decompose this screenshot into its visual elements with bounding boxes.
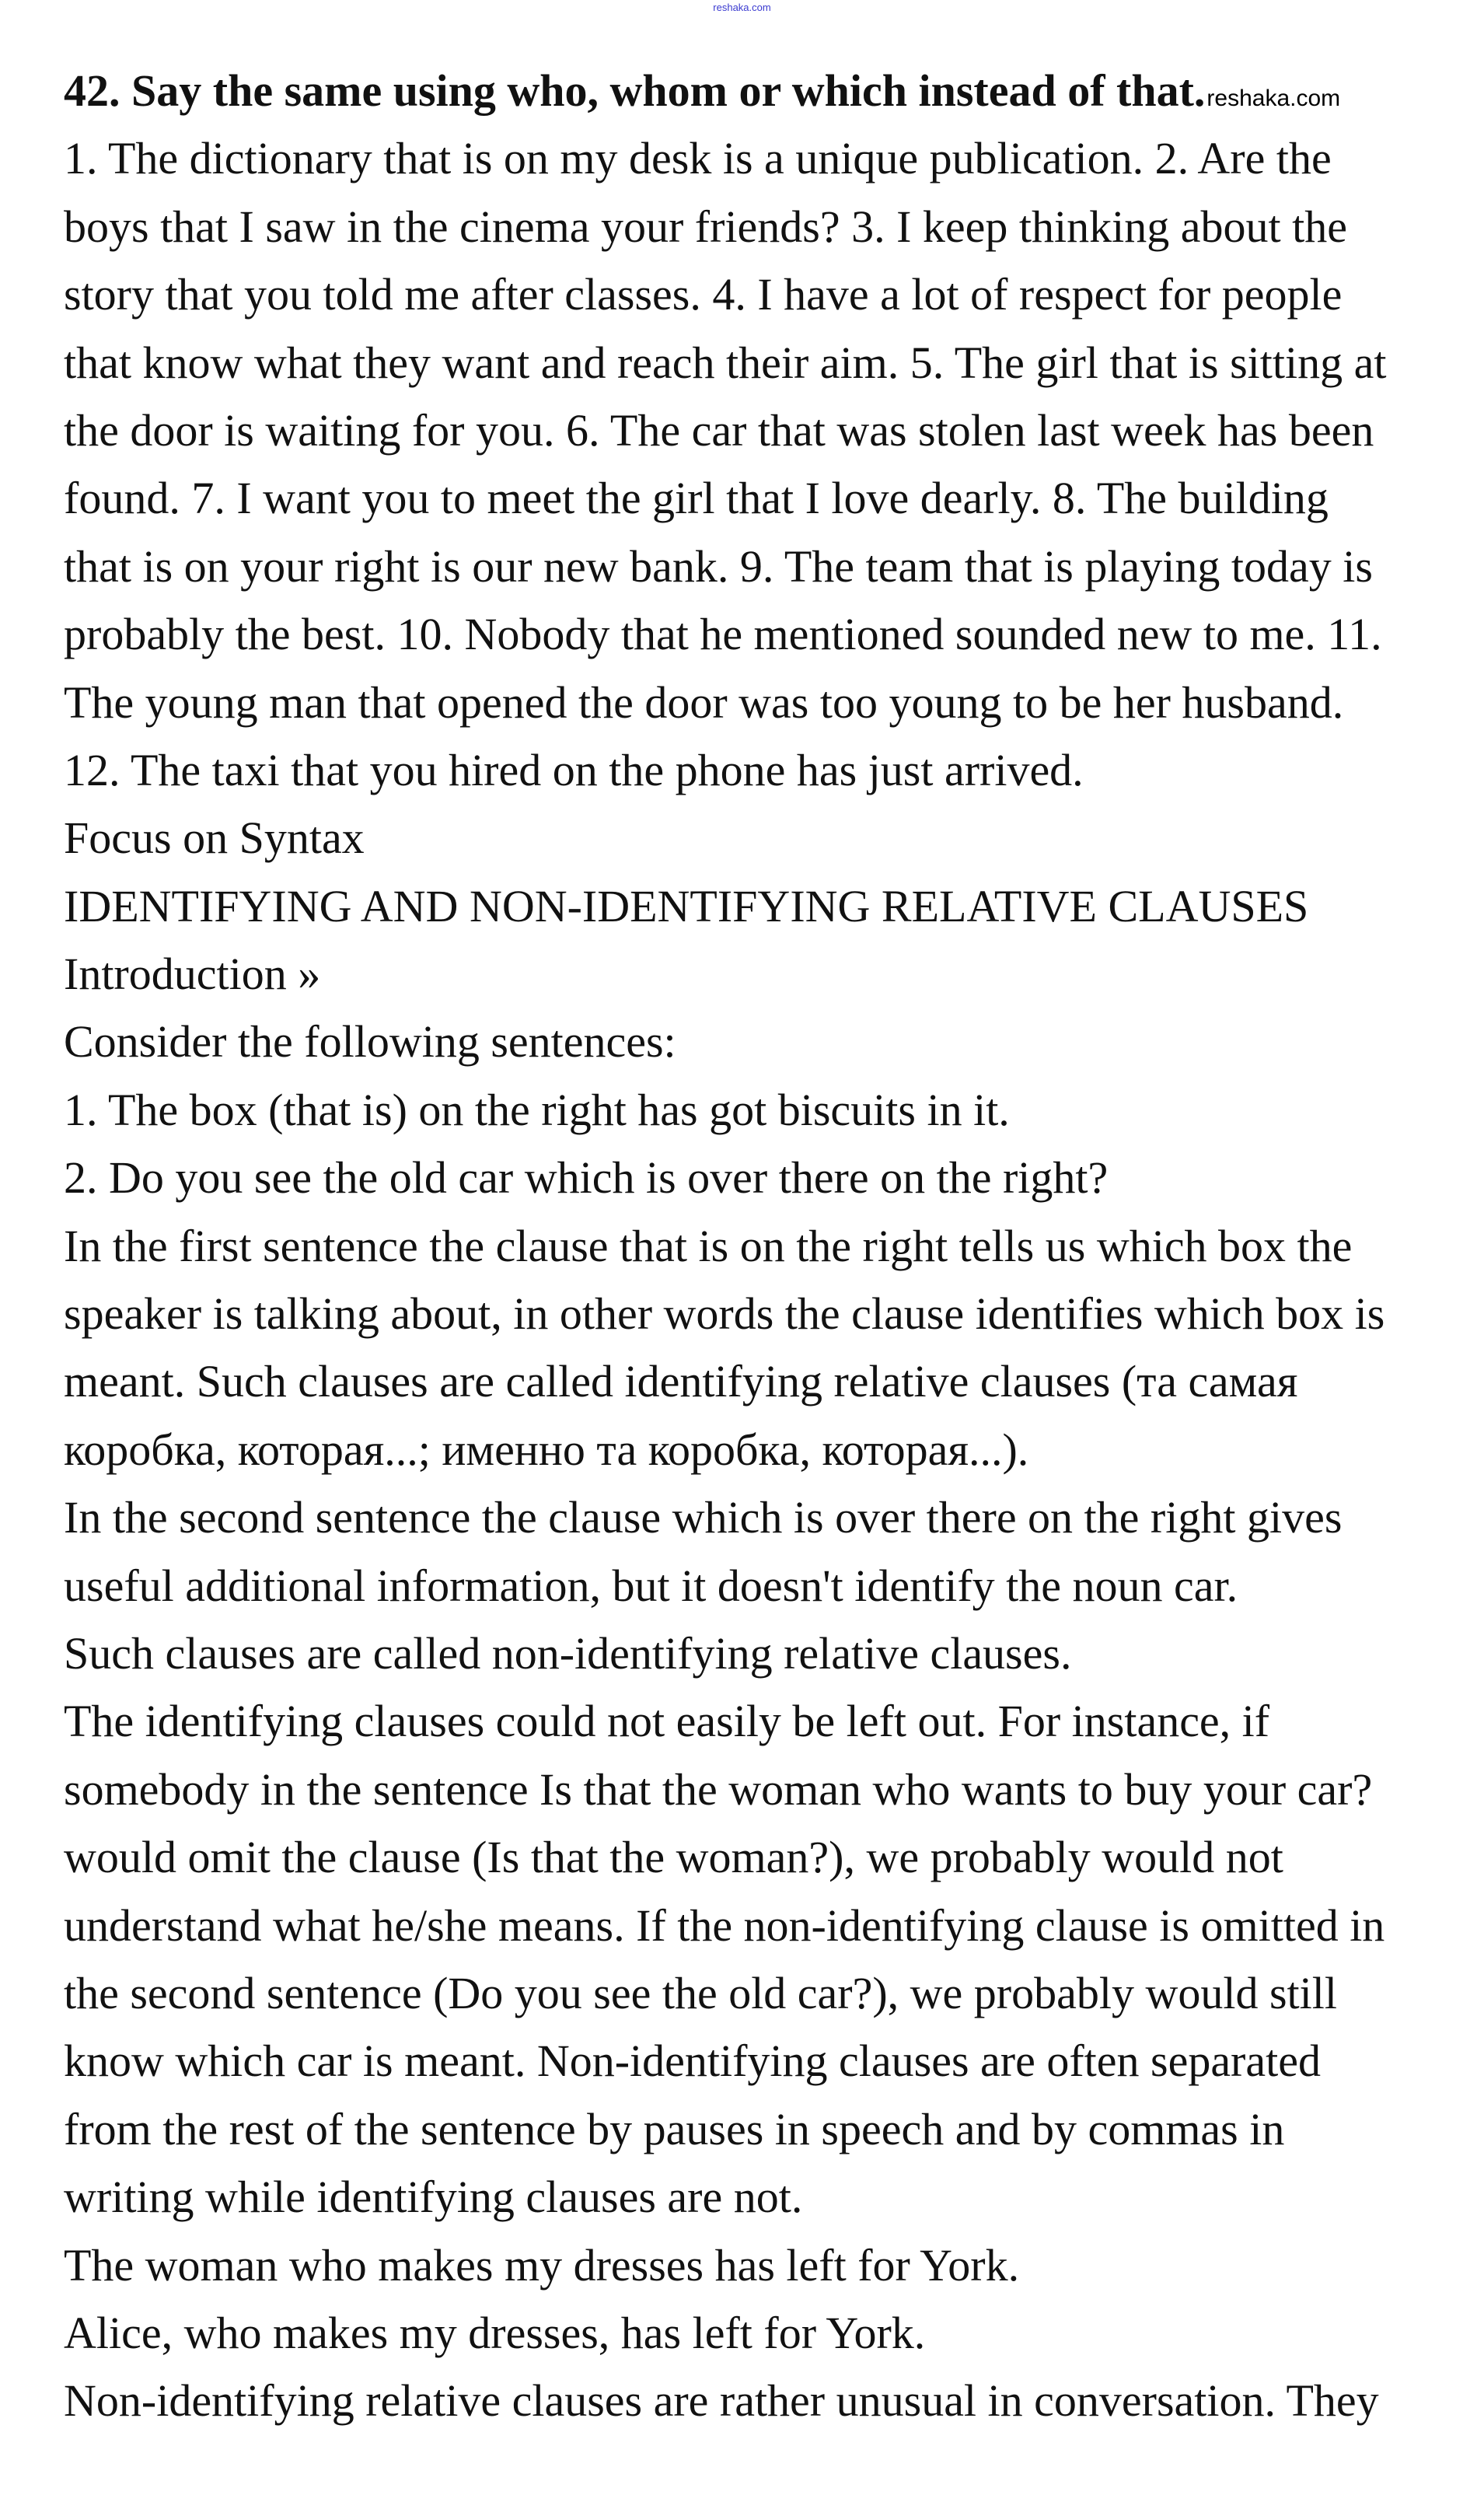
text-line: know which car is meant. Non-identifying clauses are often separated — [64, 2035, 1321, 2087]
text-line: useful additional information, but it doesn't identify the noun car. — [64, 1560, 1238, 1611]
text-line: boys that I saw in the cinema your friends? 3. I keep thinking about the — [64, 201, 1347, 252]
exercise-heading-row — [64, 57, 1463, 124]
text-line: understand what he/she means. If the non-identifying clause is omitted in — [64, 1899, 1385, 1951]
text-line: The identifying clauses could not easily be left out. For instance, if — [64, 1696, 1270, 1747]
site-watermark[interactable]: reshaka.com — [713, 2, 771, 13]
text-line: that know what they want and reach their aim. 5. The girl that is sitting at — [64, 337, 1387, 388]
text-line: 1. The dictionary that is on my desk is a unique publication. 2. Are the — [64, 133, 1332, 184]
text-line: would omit the clause (Is that the woman?), we probably would not — [64, 1832, 1283, 1883]
text-line: Alice, who makes my dresses, has left for York. — [64, 2307, 926, 2358]
text-line: Such clauses are called non-identifying relative clauses. — [64, 1627, 1072, 1679]
text-line: In the second sentence the clause which is over there on the right gives — [64, 1492, 1343, 1543]
text-line: The young man that opened the door was too young to be her husband. — [64, 676, 1344, 728]
document-body — [64, 57, 1463, 2435]
text-line: meant. Such clauses are called identifying relative clauses (та самая — [64, 1356, 1298, 1407]
text-line: that is on your right is our new bank. 9. The team that is playing today is — [64, 540, 1373, 592]
text-line: коробка, которая...; именно та коробка, которая...). — [64, 1424, 1029, 1475]
text-lines — [64, 124, 1463, 2434]
text-line: In the first sentence the clause that is on the right tells us which box the — [64, 1220, 1353, 1271]
text-line: 12. The taxi that you hired on the phone has just arrived. — [64, 744, 1084, 795]
text-line: Non-identifying relative clauses are rather unusual in conversation. They — [64, 2375, 1379, 2427]
exercise-heading: 42. Say the same using who, whom or which instead of that. — [64, 65, 1206, 116]
text-line: 1. The box (that is) on the right has got biscuits in it. — [64, 1084, 1010, 1135]
text-line: Consider the following sentences: — [64, 1016, 676, 1068]
watermark: reshaka.com — [1206, 86, 1341, 111]
text-line: writing while identifying clauses are not. — [64, 2172, 803, 2223]
text-line: Introduction » — [64, 949, 321, 1000]
text-line: story that you told me after classes. 4. I have a lot of respect for people — [64, 269, 1343, 320]
text-line: 2. Do you see the old car which is over there on the right? — [64, 1152, 1109, 1204]
text-line: the door is waiting for you. 6. The car that was stolen last week has been — [64, 404, 1374, 456]
text-line: found. 7. I want you to meet the girl that I love dearly. 8. The building — [64, 473, 1329, 524]
text-line: IDENTIFYING AND NON-IDENTIFYING RELATIVE CLAUSES — [64, 880, 1309, 931]
text-line: speaker is talking about, in other words the clause identifies which box is — [64, 1288, 1385, 1340]
text-line: the second sentence (Do you see the old car?), we probably would still — [64, 1967, 1337, 2018]
text-line: Focus on Syntax — [64, 812, 365, 864]
text-line: probably the best. 10. Nobody that he mentioned sounded new to me. 11. — [64, 609, 1382, 660]
text-line: The woman who makes my dresses has left for York. — [64, 2239, 1020, 2291]
text-line: somebody in the sentence Is that the woman who wants to buy your car? — [64, 1763, 1373, 1815]
text-line: from the rest of the sentence by pauses in speech and by commas in — [64, 2103, 1285, 2154]
